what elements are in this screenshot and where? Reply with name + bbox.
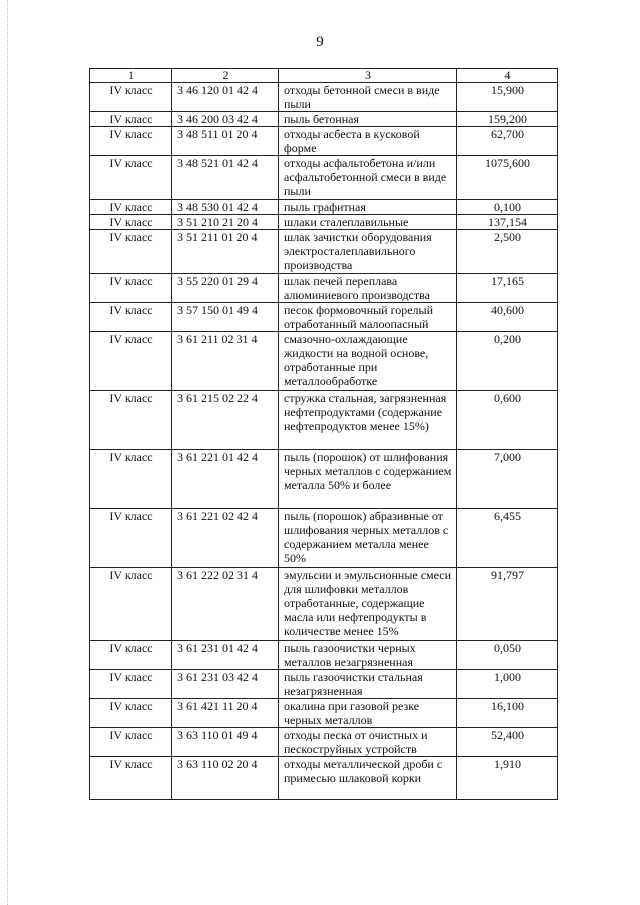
header-cell-1: 1 (90, 69, 172, 83)
hazard-class-cell: IV класс (90, 391, 172, 450)
hazard-class-cell: IV класс (90, 670, 172, 699)
header-cell-3: 3 (279, 69, 457, 83)
quantity-cell: 1,910 (457, 757, 558, 800)
waste-code-cell: 3 48 530 01 42 4 (172, 200, 279, 215)
quantity-cell: 16,100 (457, 699, 558, 728)
waste-code-cell: 3 61 421 11 20 4 (172, 699, 279, 728)
waste-name-cell: отходы песка от очистных и пескоструйных устройств (279, 728, 457, 757)
waste-table (89, 68, 558, 800)
header-cell-2: 2 (172, 69, 279, 83)
waste-code-cell: 3 48 521 01 42 4 (172, 156, 279, 200)
waste-code-cell: 3 61 211 02 31 4 (172, 332, 279, 391)
hazard-class-cell: IV класс (90, 568, 172, 641)
waste-name-cell: шлак печей переплава алюминиевого производства (279, 274, 457, 303)
waste-code-cell: 3 48 511 01 20 4 (172, 127, 279, 156)
hazard-class-cell: IV класс (90, 699, 172, 728)
table-row (90, 641, 558, 670)
waste-code-cell: 3 61 222 02 31 4 (172, 568, 279, 641)
waste-name-cell: пыль (порошок) абразивные от шлифования черных металлов с содержанием металла менее 50% (279, 509, 457, 568)
hazard-class-cell: IV класс (90, 215, 172, 230)
waste-name-cell: пыль графитная (279, 200, 457, 215)
hazard-class-cell: IV класс (90, 112, 172, 127)
quantity-cell: 0,600 (457, 391, 558, 450)
hazard-class-cell: IV класс (90, 303, 172, 332)
quantity-cell: 15,900 (457, 83, 558, 112)
hazard-class-cell: IV класс (90, 450, 172, 509)
waste-name-cell: отходы бетонной смеси в виде пыли (279, 83, 457, 112)
waste-name-cell: отходы асбеста в кусковой форме (279, 127, 457, 156)
table-row (90, 699, 558, 728)
table-row (90, 757, 558, 800)
table-row (90, 83, 558, 112)
waste-name-cell: шлак зачистки оборудования электросталеплавильного производства (279, 230, 457, 274)
waste-code-cell: 3 63 110 02 20 4 (172, 757, 279, 800)
table-row (90, 303, 558, 332)
quantity-cell: 62,700 (457, 127, 558, 156)
hazard-class-cell: IV класс (90, 757, 172, 800)
table-row (90, 509, 558, 568)
waste-name-cell: пыль (порошок) от шлифования черных металлов с содержанием металла 50% и более (279, 450, 457, 509)
quantity-cell: 7,000 (457, 450, 558, 509)
waste-name-cell: эмульсии и эмульсионные смеси для шлифовки металлов отработанные, содержащие масла или нефтепродукты в количестве менее 15% (279, 568, 457, 641)
quantity-cell: 159,200 (457, 112, 558, 127)
waste-code-cell: 3 57 150 01 49 4 (172, 303, 279, 332)
hazard-class-cell: IV класс (90, 641, 172, 670)
quantity-cell: 1075,600 (457, 156, 558, 200)
hazard-class-cell: IV класс (90, 332, 172, 391)
waste-code-cell: 3 51 210 21 20 4 (172, 215, 279, 230)
waste-name-cell: стружка стальная, загрязненная нефтепродуктами (содержание нефтепродуктов менее 15%) (279, 391, 457, 450)
waste-code-cell: 3 61 231 01 42 4 (172, 641, 279, 670)
waste-code-cell: 3 61 215 02 22 4 (172, 391, 279, 450)
quantity-cell: 137,154 (457, 215, 558, 230)
table-row (90, 450, 558, 509)
waste-name-cell: окалина при газовой резке черных металлов (279, 699, 457, 728)
table-row (90, 200, 558, 215)
waste-code-cell: 3 63 110 01 49 4 (172, 728, 279, 757)
quantity-cell: 0,050 (457, 641, 558, 670)
hazard-class-cell: IV класс (90, 230, 172, 274)
quantity-cell: 40,600 (457, 303, 558, 332)
quantity-cell: 91,797 (457, 568, 558, 641)
waste-name-cell: пыль газоочистки стальная незагрязненная (279, 670, 457, 699)
table-row (90, 728, 558, 757)
quantity-cell: 52,400 (457, 728, 558, 757)
header-cell-4: 4 (457, 69, 558, 83)
hazard-class-cell: IV класс (90, 509, 172, 568)
waste-code-cell: 3 61 221 02 42 4 (172, 509, 279, 568)
table-row (90, 274, 558, 303)
waste-name-cell: отходы асфальтобетона и/или асфальтобетонной смеси в виде пыли (279, 156, 457, 200)
table-row (90, 670, 558, 699)
table-row (90, 332, 558, 391)
quantity-cell: 6,455 (457, 509, 558, 568)
waste-code-cell: 3 46 120 01 42 4 (172, 83, 279, 112)
hazard-class-cell: IV класс (90, 156, 172, 200)
table-row (90, 391, 558, 450)
quantity-cell: 1,000 (457, 670, 558, 699)
page-number: 9 (316, 34, 324, 50)
waste-code-cell: 3 61 221 01 42 4 (172, 450, 279, 509)
header-row (90, 69, 558, 83)
waste-name-cell: отходы металлической дроби с примесью шлаковой корки (279, 757, 457, 800)
waste-code-cell: 3 61 231 03 42 4 (172, 670, 279, 699)
table-row (90, 112, 558, 127)
waste-name-cell: смазочно-охлаждающие жидкости на водной основе, отработанные при металлообработке (279, 332, 457, 391)
waste-code-cell: 3 51 211 01 20 4 (172, 230, 279, 274)
hazard-class-cell: IV класс (90, 200, 172, 215)
quantity-cell: 17,165 (457, 274, 558, 303)
waste-name-cell: песок формовочный горелый отработанный малоопасный (279, 303, 457, 332)
waste-name-cell: пыль бетонная (279, 112, 457, 127)
table-row (90, 215, 558, 230)
table-row (90, 127, 558, 156)
quantity-cell: 0,200 (457, 332, 558, 391)
waste-code-cell: 3 55 220 01 29 4 (172, 274, 279, 303)
left-margin-line (7, 0, 8, 905)
hazard-class-cell: IV класс (90, 274, 172, 303)
table-row (90, 230, 558, 274)
table-body (90, 83, 558, 800)
table-row (90, 568, 558, 641)
quantity-cell: 0,100 (457, 200, 558, 215)
quantity-cell: 2,500 (457, 230, 558, 274)
hazard-class-cell: IV класс (90, 127, 172, 156)
waste-name-cell: пыль газоочистки черных металлов незагрязненная (279, 641, 457, 670)
waste-name-cell: шлаки сталеплавильные (279, 215, 457, 230)
hazard-class-cell: IV класс (90, 728, 172, 757)
hazard-class-cell: IV класс (90, 83, 172, 112)
waste-code-cell: 3 46 200 03 42 4 (172, 112, 279, 127)
table-row (90, 156, 558, 200)
